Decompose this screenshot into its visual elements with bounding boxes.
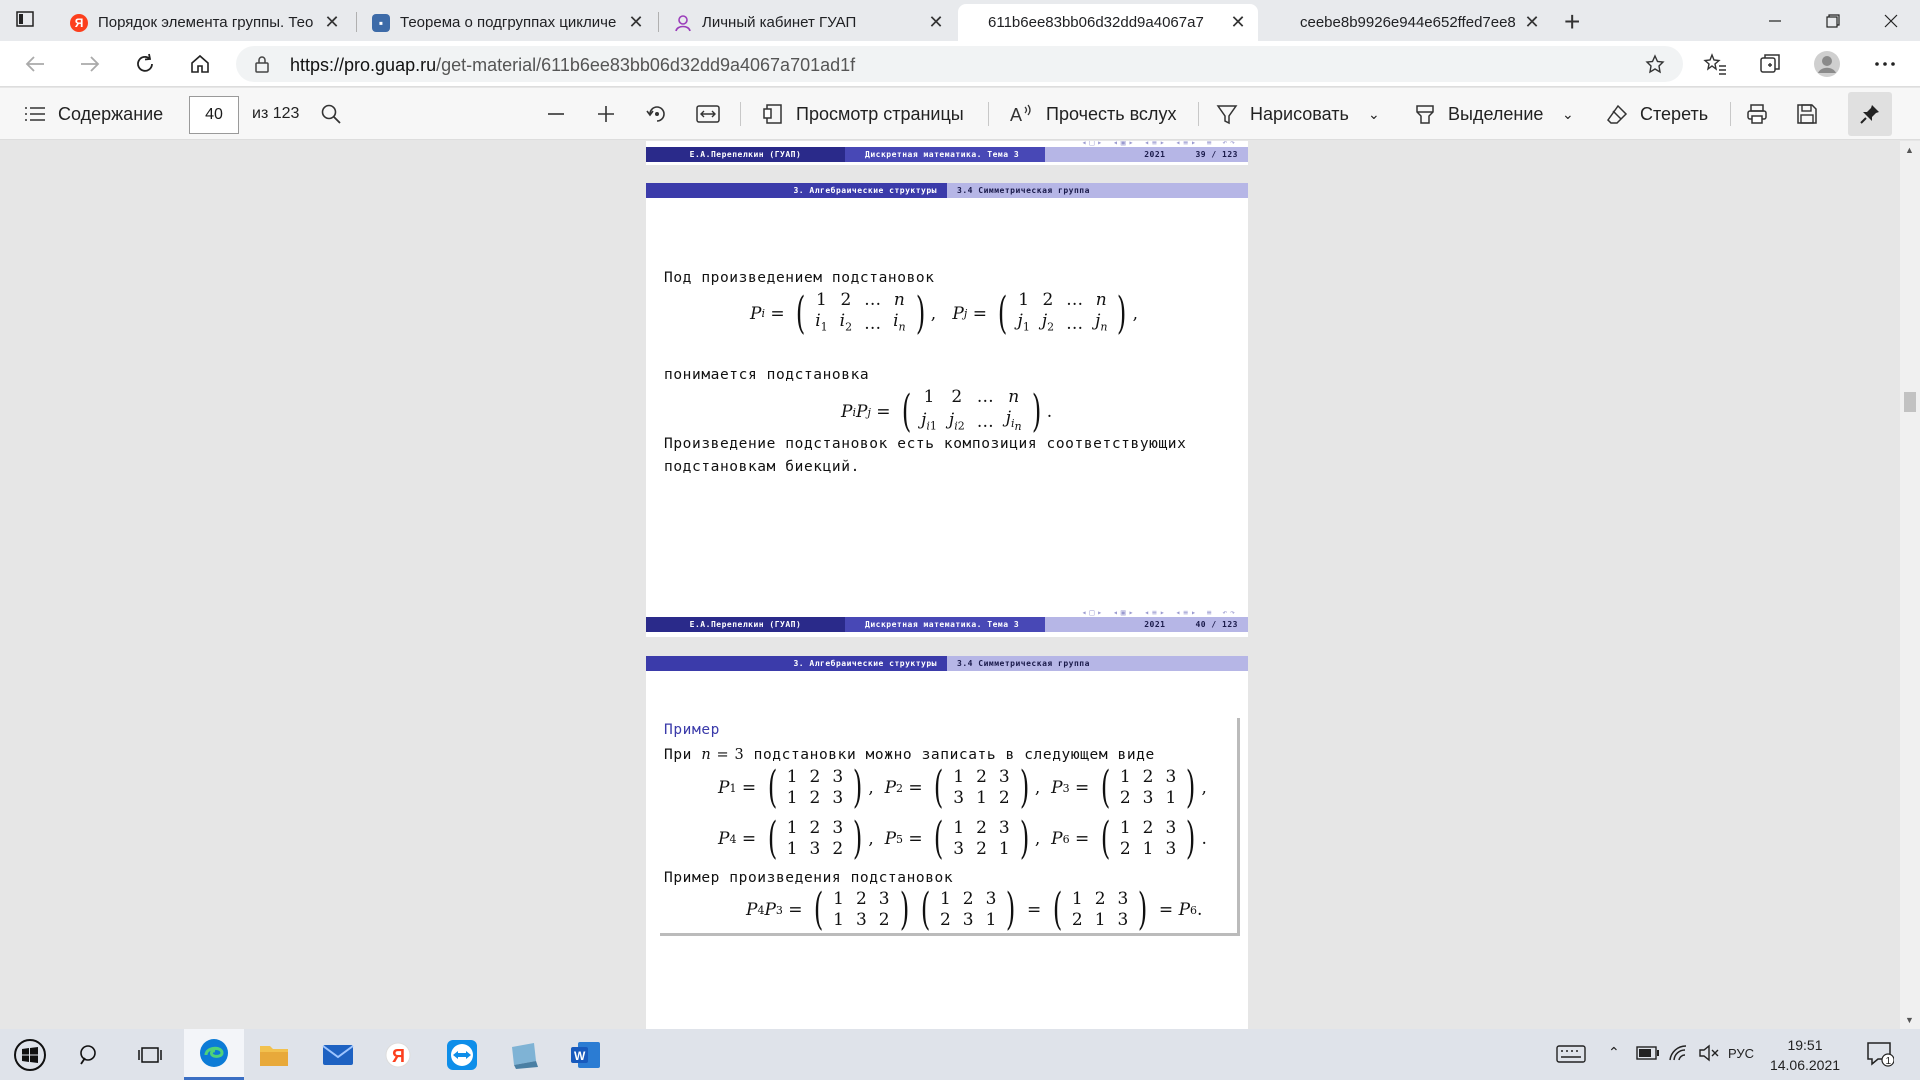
svg-text:W: W <box>574 1048 586 1063</box>
yandex-icon: Я <box>70 14 88 32</box>
highlight-label: Выделение <box>1448 103 1544 124</box>
formula-p4p3: P 4 P 3 = ( 1 2 3 1 3 2 ) ( 1 2 3 2 3 1 ) = ( 1 2 3 2 1 3 ) = P 6 . <box>746 884 1203 935</box>
draw-dropdown-chevron-icon[interactable]: ⌄ <box>1368 105 1380 122</box>
show-hidden-icons-chevron-icon[interactable]: ⌃ <box>1608 1044 1620 1060</box>
clock-time: 19:51 <box>1787 1037 1823 1053</box>
slide-footer <box>646 147 1248 162</box>
header-section: 3. Алгебраические структуры <box>646 183 947 198</box>
taskbar <box>0 1029 1920 1080</box>
text-line: Под произведением подстановок <box>664 270 935 286</box>
header-subsection: 3.4 Симметрическая группа <box>947 656 1248 671</box>
svg-text:Я: Я <box>392 1045 405 1066</box>
read-aloud-button[interactable] <box>1010 88 1176 140</box>
footer-right <box>1045 617 1248 632</box>
restore-button[interactable] <box>1810 6 1856 36</box>
close-icon[interactable]: ✕ <box>628 12 644 32</box>
formula-p4-p6: P 4 = ( 1 2 3 1 3 2 ) , P 5 = ( 1 2 3 3 2 1 ) , P 6 = ( 1 2 3 2 1 3 ) . <box>718 813 1207 864</box>
forward-icon[interactable] <box>75 49 105 79</box>
formula-pi-pj: P i = ( 1 2 … n $i_1$ $i_2$ … $i_n$ ) , P j = ( 1 2 … n $j_1$ $j_2$ … $j_n$ ) , <box>750 287 1139 339</box>
highlight-dropdown-chevron-icon[interactable]: ⌄ <box>1562 105 1574 122</box>
tab-4-active[interactable] <box>958 4 1258 41</box>
slide-40 <box>646 183 1248 637</box>
beamer-nav-icons: ◂□▸ ◂▣▸ ◂≡▸ ◂≡▸ ≡ ↶↷ <box>1081 141 1238 147</box>
search-icon[interactable] <box>60 1029 120 1080</box>
address-bar <box>0 41 1920 87</box>
user-icon <box>674 14 692 32</box>
wifi-icon[interactable] <box>1668 1044 1690 1065</box>
footer-page: 40 / 123 <box>1195 620 1238 629</box>
text-line: Произведение подстановок есть композиция соответствующих <box>664 436 1187 452</box>
text-line: понимается подстановка <box>664 367 870 383</box>
keyboard-icon[interactable] <box>1556 1045 1586 1066</box>
search-icon[interactable] <box>320 88 342 140</box>
notifications-icon[interactable] <box>1866 1041 1894 1070</box>
slide-footer <box>646 617 1248 632</box>
start-button[interactable] <box>0 1029 60 1080</box>
tab-title: Порядок элемента группы. Тео <box>98 14 314 31</box>
rotate-icon[interactable] <box>646 88 668 140</box>
footer-course: Дискретная математика. Тема 3 <box>845 617 1045 632</box>
draw-label: Нарисовать <box>1250 103 1349 124</box>
close-icon[interactable]: ✕ <box>1230 12 1246 32</box>
highlight-button[interactable] <box>1414 88 1543 140</box>
contents-label: Содержание <box>58 103 164 124</box>
collections-icon[interactable] <box>1755 49 1785 79</box>
page-view-label: Просмотр страницы <box>796 103 964 124</box>
header-subsection: 3.4 Симметрическая группа <box>947 183 1248 198</box>
tab-2[interactable] <box>358 4 656 41</box>
url-text: https://pro.guap.ru/get-material/611b6ee83bb06d32dd9a4067a701ad1f <box>290 55 856 75</box>
list-icon <box>24 106 46 122</box>
slide-39-bottom <box>646 141 1248 165</box>
tab-3[interactable] <box>660 4 956 41</box>
refresh-icon[interactable] <box>130 49 160 79</box>
zoom-in-icon[interactable] <box>596 88 616 140</box>
beamer-nav-icons: ◂□▸ ◂▣▸ ◂≡▸ ◂≡▸ ≡ ↶↷ <box>1081 608 1238 617</box>
footer-author: Е.А.Перепелкин (ГУАП) <box>646 617 845 632</box>
word-icon[interactable] <box>556 1029 616 1080</box>
clock[interactable] <box>1760 1035 1850 1075</box>
profile-avatar[interactable] <box>1812 49 1842 79</box>
add-favorite-icon[interactable] <box>1645 54 1667 79</box>
tab-title: Личный кабинет ГУАП <box>702 14 857 31</box>
formula-pipj: P i P j = ( 1 2 … n $j_{i1}$ $j_{i2}$ … $j_{i_n}$ ) . <box>841 386 1053 438</box>
vertical-scrollbar[interactable] <box>1900 141 1920 1029</box>
battery-icon[interactable] <box>1636 1046 1660 1063</box>
eraser-icon <box>1606 103 1628 125</box>
yandex-browser-icon[interactable] <box>368 1029 428 1080</box>
scroll-up-icon[interactable]: ▲ <box>1905 145 1914 155</box>
minimize-button[interactable] <box>1752 6 1798 36</box>
header-section: 3. Алгебраические структуры <box>646 656 947 671</box>
read-aloud-label: Прочесть вслух <box>1046 103 1177 124</box>
formula-p1-p3: P 1 = ( 1 2 3 1 2 3 ) , P 2 = ( 1 2 3 3 1 2 ) , P 3 = ( 1 2 3 2 3 1 ) , <box>718 762 1207 813</box>
tab-title: 611b6ee83bb06d32dd9a4067a7 <box>988 14 1204 31</box>
scroll-thumb[interactable] <box>1904 392 1916 412</box>
footer-author: Е.А.Перепелкин (ГУАП) <box>646 147 845 162</box>
footer-course: Дискретная математика. Тема 3 <box>845 147 1045 162</box>
tab-bar <box>0 0 1920 41</box>
language-indicator[interactable]: РУС <box>1728 1046 1755 1061</box>
erase-label: Стереть <box>1640 103 1709 124</box>
zoom-out-icon[interactable] <box>546 88 566 140</box>
draw-button[interactable] <box>1216 88 1349 140</box>
text-line: При n = 3 подстановки можно записать в следующем виде <box>664 747 1155 763</box>
tab-1[interactable] <box>56 4 352 41</box>
print-icon[interactable] <box>1746 88 1768 140</box>
task-view-icon[interactable] <box>120 1029 180 1080</box>
app-icon[interactable] <box>494 1029 554 1080</box>
file-explorer-icon[interactable] <box>244 1029 304 1080</box>
close-window-button[interactable] <box>1868 6 1914 36</box>
tab-title: Теорема о подгруппах цикличе <box>400 14 617 31</box>
favorites-icon[interactable] <box>1700 49 1730 79</box>
new-tab-button[interactable]: + <box>1564 6 1581 37</box>
footer-right <box>1045 147 1248 162</box>
mail-icon[interactable] <box>308 1029 368 1080</box>
pen-icon <box>1216 103 1238 125</box>
erase-button[interactable] <box>1606 88 1708 140</box>
footer-year: 2021 <box>1144 620 1166 629</box>
page-total: из 123 <box>252 105 300 122</box>
slide-header <box>646 656 1248 671</box>
page-number-input[interactable]: 40 <box>189 96 239 134</box>
example-title: Пример <box>664 722 720 738</box>
text-line: подстановкам биекций. <box>664 459 860 475</box>
more-options-icon[interactable] <box>1870 49 1900 79</box>
close-icon[interactable]: ✕ <box>928 12 944 32</box>
back-icon[interactable] <box>20 49 50 79</box>
volume-muted-icon[interactable] <box>1698 1044 1720 1065</box>
svg-text:A: A <box>1010 105 1023 125</box>
highlighter-icon <box>1414 103 1436 125</box>
tab-actions-icon[interactable] <box>14 9 38 31</box>
footer-year: 2021 <box>1144 150 1166 159</box>
url-field[interactable] <box>236 46 1683 82</box>
contents-button[interactable] <box>24 88 163 140</box>
notification-count: 1 <box>1885 1056 1892 1067</box>
pdf-viewer[interactable] <box>0 141 1920 1029</box>
text-line: Пример произведения подстановок <box>664 870 954 886</box>
forum-icon: ▪ <box>372 14 390 32</box>
fit-width-icon[interactable] <box>696 88 720 140</box>
pdf-toolbar <box>0 88 1920 140</box>
footer-page: 39 / 123 <box>1195 150 1238 159</box>
page-view-button[interactable] <box>762 88 964 140</box>
clock-date: 14.06.2021 <box>1769 1057 1841 1073</box>
tab-title: ceebe8b9926e944e652ffed7ee8 <box>1300 14 1516 31</box>
slide-41 <box>646 656 1248 1029</box>
close-icon[interactable]: ✕ <box>1524 12 1540 32</box>
close-icon[interactable]: ✕ <box>324 12 340 32</box>
lock-icon[interactable] <box>254 55 270 78</box>
tab-5[interactable] <box>1262 4 1552 41</box>
scroll-down-icon[interactable]: ▼ <box>1905 1015 1914 1025</box>
home-icon[interactable] <box>185 49 215 79</box>
pin-toolbar-icon[interactable] <box>1848 92 1892 136</box>
save-icon[interactable] <box>1796 88 1818 140</box>
teamviewer-icon[interactable] <box>432 1029 492 1080</box>
slide-header <box>646 183 1248 198</box>
page-view-icon <box>762 103 784 125</box>
edge-taskbar-icon[interactable] <box>184 1029 244 1080</box>
read-aloud-icon <box>1010 103 1034 125</box>
